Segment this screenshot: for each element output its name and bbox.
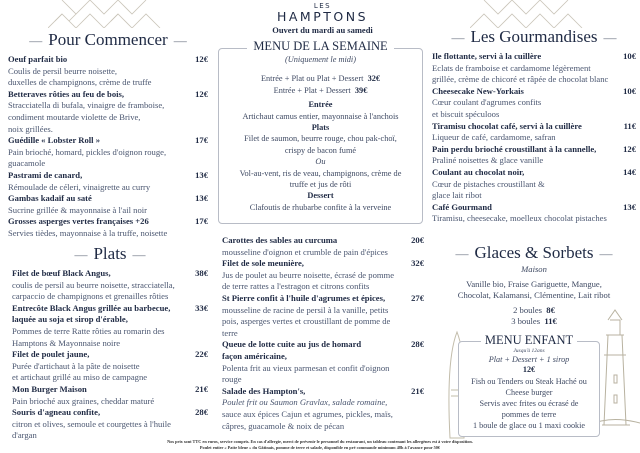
item-name: Entrecôte Black Angus grillée au barbecue,	[12, 302, 171, 313]
or-label: Ou	[315, 157, 326, 167]
entree-dish: Artichaut camus entier, mayonnaise à l'anchois	[242, 111, 399, 121]
item-header	[222, 386, 424, 398]
item-header	[8, 193, 208, 205]
item-price: 13€	[623, 201, 636, 212]
item-description: Eclats de framboise et cardamome légèrement	[432, 62, 591, 73]
item-description: Praliné noisettes & glace vanille	[432, 155, 544, 166]
item-header	[8, 216, 208, 228]
plats-label: Plats	[311, 123, 330, 133]
item-description: Hamptons & Mayonnaise noire	[12, 337, 121, 348]
art-deco-ornament-right	[470, 0, 590, 28]
weekly-menu	[218, 38, 423, 213]
section-title: — Plats —	[74, 244, 146, 263]
starters-section	[8, 30, 208, 240]
item-description: noix grillées.	[8, 123, 53, 134]
menu-item	[432, 121, 636, 144]
item-name: Pastrami de canard,	[8, 169, 83, 180]
item-description: pois, asperges vertes et croustillant de pomme de	[222, 316, 391, 327]
item-description: Pain brioché aux graines, cheddar maturé	[12, 395, 155, 406]
item-price: 11€	[623, 120, 636, 131]
menu-item	[12, 349, 208, 384]
item-description: de terre rattes a l'estragon et citrons confits	[222, 281, 370, 292]
item-description: duxelles de champignons, crème de truffe	[8, 77, 152, 88]
item-header	[12, 349, 208, 361]
weekly-menu-title: MENU DE LA SEMAINE	[247, 38, 393, 54]
formula-price: 32€	[367, 74, 381, 84]
footer-line: Poulet entier « Patte bleue » du Gâtinais, pomme de terre et salade, disponible en pré commande minimum 48h à l'avance pour 50€	[199, 445, 441, 450]
menu-item	[8, 170, 208, 193]
menu-item	[222, 258, 424, 293]
formula-price: 39€	[354, 85, 368, 95]
item-header	[432, 121, 636, 133]
item-description: condiment moutarde violette de Brive,	[8, 111, 141, 122]
section-title: — Les Gourmandises —	[451, 27, 617, 46]
item-description: Cœur coulant d'agrumes confits	[432, 97, 542, 108]
item-header	[432, 167, 636, 179]
art-deco-ornament-left	[48, 0, 168, 28]
formula-label: Entrée + Plat ou Plat + Dessert	[260, 74, 364, 84]
item-price: 13€	[195, 193, 208, 204]
item-name: Filet de bœuf Black Angus,	[12, 268, 111, 278]
item-header	[432, 202, 636, 214]
menu-item	[12, 407, 208, 442]
item-price: 27€	[411, 292, 424, 303]
kids-age: Jusqu'à 12ans	[513, 348, 545, 354]
menu-item	[222, 235, 424, 258]
item-price: 21€	[411, 385, 424, 396]
item-header	[222, 339, 424, 351]
item-price: 21€	[195, 383, 208, 394]
item-price: 12€	[195, 88, 208, 99]
item-description: Jus de poulet au beurre noisette, écrasé de pomme	[222, 269, 395, 280]
item-description: Pain brioché, homard, pickles d'oignon rouge,	[8, 146, 167, 157]
item-description: citron et olives, semoule et courgettes à l'huile	[12, 418, 171, 429]
item-name: Mon Burger Maison	[12, 383, 87, 394]
item-header	[222, 235, 424, 247]
item-price: 10€	[623, 51, 636, 61]
item-price: 28€	[195, 407, 208, 418]
item-description: terre	[222, 327, 238, 338]
item-description: mousseline de racine de persil à la vanille, petits	[222, 304, 389, 315]
item-header	[8, 54, 208, 66]
kids-formula: Plat + Dessert + 1 sirop	[488, 355, 570, 364]
glaces-subtitle: Maison	[521, 264, 547, 274]
weekly-subtitle: (Uniquement le midi)	[285, 55, 356, 64]
plats-section	[12, 244, 208, 442]
dessert-label: Dessert	[307, 191, 334, 201]
item-name: Oeuf parfait bio	[8, 54, 68, 64]
menu-item	[12, 384, 208, 407]
item-description: coulis de persil au beurre noisette, stracciatella,	[12, 279, 175, 290]
dessert-dish: Clafoutis de rhubarbe confite à la verveine	[249, 202, 392, 212]
plat-dish: Filet de saumon, beurre rouge, chou pak-choï,	[244, 134, 397, 144]
kids-line: 1 boule de glace ou 1 maxi cookie	[472, 421, 586, 430]
item-description: rouge	[222, 374, 242, 385]
menu-item	[8, 89, 208, 135]
item-description: sauce aux épices Cajun et agrumes, pickles, maïs,	[222, 408, 393, 419]
brand-name: HAMPTONS	[276, 9, 369, 24]
item-header	[222, 293, 424, 305]
item-price: 14€	[623, 166, 636, 177]
item-price: 33€	[195, 302, 208, 313]
opening-hours: Ouvert du mardi au samedi	[272, 25, 373, 35]
item-header	[432, 144, 636, 156]
scoop-price: 8€	[546, 304, 555, 315]
kids-line: pommes de terre	[501, 410, 557, 419]
item-price: 10€	[623, 85, 636, 96]
plat-dish: truffe et jus de rôti	[289, 180, 352, 190]
item-header	[12, 268, 208, 280]
menu-item	[222, 339, 424, 385]
item-description: d'argan	[12, 430, 37, 441]
item-name-cont: laquée au soja et sirop d'érable,	[12, 314, 128, 325]
item-header	[12, 384, 208, 396]
menu-item	[8, 135, 208, 170]
item-name: Queue de lotte cuite au jus de homard	[222, 339, 362, 350]
formula-label: Entrée + Plat + Dessert	[273, 85, 351, 95]
item-name: Café Gourmand	[432, 201, 492, 212]
item-description: et artichaut grillé au miso de campagne	[12, 372, 148, 383]
item-name: Souris d'agneau confite,	[12, 407, 101, 418]
item-name: Coulant au chocolat noir,	[432, 166, 525, 177]
item-description: carpaccio de champignons et grenailles rôties	[12, 291, 169, 302]
item-header	[8, 170, 208, 182]
kids-menu	[458, 333, 600, 431]
item-name: Ile flottante, servi à la cuillère	[432, 51, 542, 61]
menu-item	[8, 54, 208, 89]
item-description: Poulet frit ou Saumon Gravlax, salade romaine,	[222, 397, 388, 408]
menu-item	[432, 202, 636, 225]
menu-item	[222, 386, 424, 432]
kids-line: Servis avec frites ou écrasé de	[479, 399, 579, 408]
item-description: grillée, crème de chicoré et râpée de chocolat blanc	[432, 74, 609, 85]
plats-section-continued	[222, 235, 424, 432]
item-description: Pommes de terre Ratte rôties au romarin des	[12, 325, 165, 336]
item-price: 28€	[411, 339, 424, 350]
plat-dish: Vol-au-vent, ris de veau, champignons, crème de	[239, 168, 402, 178]
item-description: glace lait ribot	[432, 190, 482, 201]
item-name: Carottes des sables au curcuma	[222, 235, 338, 245]
menu-item	[222, 293, 424, 339]
item-name: Guédille « Lobster Roll »	[8, 135, 100, 146]
item-header	[8, 135, 208, 147]
menu-item	[432, 51, 636, 86]
section-title: — Glaces & Sorbets —	[455, 243, 613, 262]
kids-line: Fish ou Tenders ou Steak Haché ou	[471, 377, 587, 386]
item-price: 20€	[411, 235, 424, 245]
brand-top: LES	[313, 2, 332, 10]
item-price: 12€	[195, 54, 208, 64]
kids-line: Cheese burger	[505, 388, 553, 397]
plat-dish: crispy de bacon fumé	[284, 145, 357, 155]
menu-item	[8, 216, 208, 239]
item-description: Coulis de persil beurre noisette,	[8, 65, 118, 76]
item-description: Tiramisu, cheesecake, moelleux chocolat pistaches	[432, 213, 607, 224]
item-description: et biscuit spéculoos	[432, 108, 500, 119]
glaces-section	[436, 243, 632, 328]
item-description: Purée d'artichaut à la pâte de noisette	[12, 360, 140, 371]
scoop-price: 11€	[544, 316, 557, 327]
item-description: Liqueur de café, cardamome, safran	[432, 132, 556, 143]
flavors: Vanille bio, Fraise Gariguette, Mangue,	[466, 278, 602, 289]
brand-logo	[215, 2, 430, 36]
menu-item	[12, 303, 208, 349]
item-price: 38€	[195, 268, 208, 278]
item-header	[432, 51, 636, 63]
item-name: Filet de sole meunière,	[222, 258, 304, 269]
menu-item	[12, 268, 208, 303]
item-name: St Pierre confit à l'huile d'agrumes et épices,	[222, 292, 386, 303]
item-name: Salade des Hampton's,	[222, 385, 306, 396]
item-header	[222, 258, 424, 270]
item-name: Gambas kadaïf au saté	[8, 193, 92, 204]
item-description: Sucrine grillée & mayonnaise à l'ail noir	[8, 204, 148, 215]
item-header	[12, 303, 208, 315]
item-name: Tiramisu chocolat café, servi à la cuillère	[432, 120, 582, 131]
item-description: mousseline d'oignon et crumble de pain d'épices	[222, 246, 388, 257]
item-description: Servies tièdes, mayonnaise à la truffe, noisette	[8, 227, 168, 238]
item-price: 17€	[195, 135, 208, 146]
item-name: Filet de poulet jaune,	[12, 349, 90, 360]
item-header	[12, 407, 208, 419]
item-header	[8, 89, 208, 101]
item-description: guacamole	[8, 158, 46, 169]
kids-menu-title: MENU ENFANT	[481, 333, 577, 348]
section-title: — Pour Commencer —	[29, 30, 187, 49]
item-header	[432, 86, 636, 98]
item-description: Stracciatella di bufala, vinaigre de framboise,	[8, 100, 165, 111]
menu-item	[432, 167, 636, 202]
scoop-label: 3 boules	[511, 316, 541, 327]
item-name: Cheesecake New-Yorkais	[432, 85, 524, 96]
item-name: Pain perdu brioché croustillant à la cannelle,	[432, 143, 597, 154]
item-name: Grosses asperges vertes françaises +26	[8, 216, 149, 227]
entree-label: Entrée	[308, 100, 333, 110]
item-name: Betteraves rôties au feu de bois,	[8, 88, 124, 99]
flavors: Chocolat, Kalamansi, Clémentine, Lait ribot	[457, 290, 611, 301]
item-price: 12€	[623, 143, 636, 154]
item-description: câpres, guacamole & noix de pécan	[222, 420, 345, 431]
footer-notes	[0, 439, 640, 451]
scoop-label: 2 boules	[513, 304, 542, 315]
item-price: 22€	[195, 349, 208, 360]
item-description: Rémoulade de céleri, vinaigrette au curry	[8, 181, 151, 192]
menu-item	[432, 144, 636, 167]
desserts-section	[432, 27, 636, 225]
menu-item	[8, 193, 208, 216]
item-description: Polenta frit au vieux parmesan et confit d'oignon	[222, 362, 390, 373]
item-price: 32€	[411, 258, 424, 269]
item-price: 13€	[195, 169, 208, 180]
kids-price: 12€	[522, 365, 536, 374]
item-description: Cœur de pistaches croustillant &	[432, 178, 545, 189]
footer-line: Nos prix sont TTC en euros, service compris. En cas d'allergie, merci de prévenir le personnel du restaurant, un tableau contenant les allergènes est à votre disposition.	[167, 439, 473, 444]
item-name-cont: façon américaine,	[222, 350, 287, 361]
item-price: 17€	[195, 216, 208, 227]
menu-item	[432, 86, 636, 121]
